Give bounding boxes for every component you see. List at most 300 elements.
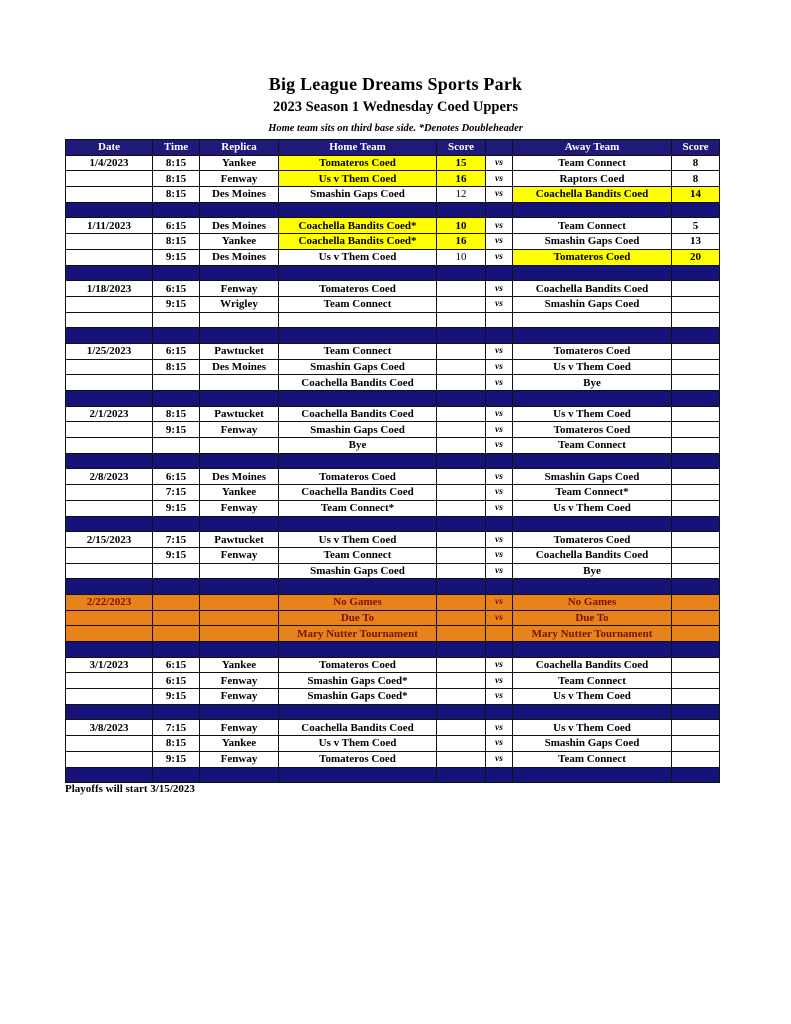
home-team-cell: Us v Them Coed [279,249,437,265]
replica-cell: Yankee [200,234,279,250]
separator-row [66,579,720,595]
page-title: Big League Dreams Sports Park [268,74,523,94]
separator-cell [672,516,720,532]
separator-cell [486,328,513,344]
replica-cell: Fenway [200,171,279,187]
away-team-cell: Us v Them Coed [513,720,672,736]
vs-cell: vs [486,485,513,501]
home-team-cell: Team Connect [279,296,437,312]
home-team-cell: Tomateros Coed [279,657,437,673]
separator-cell [513,202,672,218]
game-row [66,736,720,752]
footer-note: Playoffs will start 3/15/2023 [65,783,195,795]
vs-cell: vs [486,296,513,312]
home-score-cell: 15 [437,155,486,171]
separator-cell [66,202,153,218]
away-team-cell: Raptors Coed [513,171,672,187]
time-cell: 9:15 [153,422,200,438]
vs-cell: vs [486,469,513,485]
vs-cell: vs [486,563,513,579]
game-row [66,296,720,312]
schedule-note: Home team sits on third base side. *Denotes Doubleheader [268,123,523,134]
separator-cell [486,704,513,720]
away-team-cell: Due To [513,610,672,626]
away-team-cell: Smashin Gaps Coed [513,736,672,752]
separator-row [66,391,720,407]
separator-cell [200,202,279,218]
away-score-cell: 8 [672,155,720,171]
separator-cell [66,265,153,281]
home-score-cell: 16 [437,234,486,250]
home-team-cell: No Games [279,594,437,610]
time-cell: 9:15 [153,500,200,516]
home-team-cell: Team Connect* [279,500,437,516]
home-team-cell: Coachella Bandits Coed [279,720,437,736]
home-team-cell: Mary Nutter Tournament [279,626,437,642]
date-cell [66,171,153,187]
home-score-cell [437,422,486,438]
away-team-cell: No Games [513,594,672,610]
date-cell [66,359,153,375]
date-cell: 1/11/2023 [66,218,153,234]
separator-cell [279,391,437,407]
away-team-cell: Us v Them Coed [513,406,672,422]
separator-row [66,202,720,218]
separator-cell [66,767,153,783]
schedule-body [66,155,720,783]
time-cell: 6:15 [153,281,200,297]
separator-cell [200,767,279,783]
away-score-cell [672,689,720,705]
away-team-cell: Us v Them Coed [513,689,672,705]
date-cell [66,438,153,454]
header-date: Date [66,140,153,156]
separator-cell [437,391,486,407]
game-row [66,563,720,579]
game-row [66,218,720,234]
header-time: Time [153,140,200,156]
separator-cell [66,516,153,532]
away-score-cell [672,594,720,610]
separator-cell [153,516,200,532]
date-cell: 2/22/2023 [66,594,153,610]
time-cell: 9:15 [153,249,200,265]
vs-cell: vs [486,375,513,391]
away-team-cell: Mary Nutter Tournament [513,626,672,642]
game-row [66,422,720,438]
away-score-cell: 14 [672,187,720,203]
away-team-cell: Us v Them Coed [513,359,672,375]
replica-cell: Fenway [200,720,279,736]
date-cell [66,296,153,312]
home-team-cell: Tomateros Coed [279,751,437,767]
separator-cell [486,265,513,281]
away-score-cell [672,485,720,501]
separator-cell [672,453,720,469]
game-row [66,532,720,548]
replica-cell: Pawtucket [200,406,279,422]
home-score-cell [437,626,486,642]
replica-cell: Yankee [200,155,279,171]
game-row [66,469,720,485]
time-cell [153,610,200,626]
home-score-cell [437,532,486,548]
away-score-cell [672,375,720,391]
separator-cell [153,391,200,407]
away-score-cell: 13 [672,234,720,250]
away-team-cell: Us v Them Coed [513,500,672,516]
home-score-cell [437,500,486,516]
away-team-cell [513,312,672,328]
replica-cell: Des Moines [200,469,279,485]
away-team-cell: Team Connect [513,751,672,767]
away-score-cell [672,296,720,312]
away-team-cell: Coachella Bandits Coed [513,547,672,563]
replica-cell: Fenway [200,500,279,516]
replica-cell: Des Moines [200,249,279,265]
vs-cell: vs [486,155,513,171]
replica-cell: Des Moines [200,218,279,234]
time-cell: 8:15 [153,234,200,250]
separator-row [66,767,720,783]
date-cell: 3/8/2023 [66,720,153,736]
cancelled-row [66,594,720,610]
schedule-table [65,139,720,783]
separator-cell [513,642,672,658]
home-team-cell: Smashin Gaps Coed [279,187,437,203]
separator-cell [672,265,720,281]
separator-cell [279,704,437,720]
away-score-cell [672,422,720,438]
date-cell [66,187,153,203]
date-cell [66,736,153,752]
replica-cell [200,438,279,454]
separator-cell [672,202,720,218]
away-score-cell [672,469,720,485]
separator-cell [153,642,200,658]
date-cell: 1/25/2023 [66,343,153,359]
home-team-cell: Smashin Gaps Coed [279,359,437,375]
time-cell: 6:15 [153,469,200,485]
separator-cell [672,642,720,658]
time-cell: 6:15 [153,673,200,689]
separator-cell [437,265,486,281]
replica-cell: Fenway [200,547,279,563]
separator-cell [513,767,672,783]
time-cell: 8:15 [153,171,200,187]
separator-cell [672,704,720,720]
separator-cell [200,516,279,532]
separator-cell [437,579,486,595]
time-cell: 9:15 [153,751,200,767]
separator-cell [486,642,513,658]
separator-cell [437,704,486,720]
separator-row [66,642,720,658]
vs-cell: vs [486,547,513,563]
away-score-cell [672,438,720,454]
away-score-cell: 20 [672,249,720,265]
vs-cell: vs [486,281,513,297]
time-cell [153,563,200,579]
away-team-cell: Coachella Bandits Coed [513,187,672,203]
separator-row [66,516,720,532]
home-team-cell: Coachella Bandits Coed* [279,234,437,250]
date-cell [66,234,153,250]
separator-row [66,328,720,344]
away-team-cell: Tomateros Coed [513,343,672,359]
date-cell [66,626,153,642]
away-score-cell [672,673,720,689]
separator-cell [437,328,486,344]
separator-cell [437,453,486,469]
separator-cell [153,767,200,783]
away-team-cell: Coachella Bandits Coed [513,657,672,673]
away-score-cell [672,657,720,673]
away-score-cell: 8 [672,171,720,187]
away-team-cell: Team Connect [513,218,672,234]
separator-cell [672,391,720,407]
away-team-cell: Bye [513,563,672,579]
separator-cell [200,453,279,469]
vs-cell: vs [486,720,513,736]
home-score-cell [437,673,486,689]
away-team-cell: Team Connect [513,673,672,689]
separator-cell [66,328,153,344]
separator-row [66,453,720,469]
time-cell: 9:15 [153,296,200,312]
vs-cell: vs [486,500,513,516]
separator-cell [513,391,672,407]
game-row [66,312,720,328]
replica-cell: Wrigley [200,296,279,312]
home-score-cell [437,469,486,485]
time-cell: 7:15 [153,485,200,501]
header-row [66,140,720,156]
home-team-cell: Smashin Gaps Coed* [279,689,437,705]
vs-cell: vs [486,406,513,422]
home-team-cell: Due To [279,610,437,626]
home-score-cell [437,736,486,752]
vs-cell: vs [486,343,513,359]
game-row [66,547,720,563]
date-cell [66,751,153,767]
home-score-cell: 10 [437,218,486,234]
separator-cell [279,642,437,658]
separator-cell [513,265,672,281]
date-cell: 2/8/2023 [66,469,153,485]
time-cell: 7:15 [153,532,200,548]
game-row [66,500,720,516]
separator-cell [672,767,720,783]
date-cell [66,673,153,689]
vs-cell: vs [486,438,513,454]
separator-cell [279,579,437,595]
vs-cell: vs [486,689,513,705]
time-cell: 7:15 [153,720,200,736]
home-score-cell [437,485,486,501]
date-cell [66,422,153,438]
replica-cell [200,312,279,328]
game-row [66,234,720,250]
header-replica: Replica [200,140,279,156]
separator-row [66,265,720,281]
game-row [66,249,720,265]
home-team-cell: Smashin Gaps Coed* [279,673,437,689]
vs-cell: vs [486,532,513,548]
date-cell [66,249,153,265]
header-away-team: Away Team [513,140,672,156]
away-team-cell: Bye [513,375,672,391]
separator-cell [672,328,720,344]
time-cell: 8:15 [153,406,200,422]
date-cell: 2/15/2023 [66,532,153,548]
date-cell: 3/1/2023 [66,657,153,673]
home-score-cell: 10 [437,249,486,265]
separator-cell [153,328,200,344]
home-score-cell: 12 [437,187,486,203]
game-row [66,689,720,705]
vs-cell: vs [486,751,513,767]
separator-cell [513,328,672,344]
replica-cell [200,594,279,610]
replica-cell: Yankee [200,736,279,752]
away-score-cell [672,359,720,375]
time-cell: 9:15 [153,689,200,705]
time-cell [153,312,200,328]
vs-cell: vs [486,736,513,752]
game-row [66,485,720,501]
away-team-cell: Team Connect [513,155,672,171]
separator-cell [513,453,672,469]
separator-cell [200,704,279,720]
home-team-cell: Us v Them Coed [279,736,437,752]
separator-cell [279,516,437,532]
separator-cell [153,202,200,218]
separator-cell [153,453,200,469]
separator-cell [486,579,513,595]
away-score-cell [672,406,720,422]
date-cell [66,689,153,705]
home-team-cell: Coachella Bandits Coed [279,485,437,501]
separator-cell [153,704,200,720]
replica-cell: Fenway [200,422,279,438]
home-score-cell [437,657,486,673]
home-score-cell [437,406,486,422]
time-cell [153,626,200,642]
separator-cell [200,579,279,595]
away-team-cell: Tomateros Coed [513,249,672,265]
separator-cell [279,202,437,218]
time-cell [153,375,200,391]
away-score-cell [672,281,720,297]
separator-cell [486,202,513,218]
home-score-cell [437,610,486,626]
separator-cell [486,516,513,532]
home-score-cell [437,359,486,375]
header-vs [486,140,513,156]
home-score-cell [437,563,486,579]
away-score-cell [672,751,720,767]
separator-cell [672,579,720,595]
vs-cell: vs [486,218,513,234]
separator-cell [437,767,486,783]
header-away-score: Score [672,140,720,156]
separator-cell [66,391,153,407]
away-score-cell [672,736,720,752]
home-score-cell [437,343,486,359]
game-row [66,673,720,689]
vs-cell: vs [486,171,513,187]
away-score-cell [672,720,720,736]
time-cell: 8:15 [153,187,200,203]
away-team-cell: Tomateros Coed [513,422,672,438]
replica-cell [200,563,279,579]
home-score-cell [437,689,486,705]
header-home-score: Score [437,140,486,156]
time-cell: 9:15 [153,547,200,563]
date-cell [66,610,153,626]
home-score-cell [437,751,486,767]
separator-cell [200,328,279,344]
home-score-cell [437,594,486,610]
game-row [66,720,720,736]
home-team-cell: Us v Them Coed [279,171,437,187]
home-score-cell [437,375,486,391]
away-score-cell [672,312,720,328]
time-cell: 6:15 [153,218,200,234]
away-score-cell [672,610,720,626]
separator-cell [513,579,672,595]
separator-cell [486,391,513,407]
away-score-cell [672,563,720,579]
home-team-cell: Bye [279,438,437,454]
home-team-cell: Coachella Bandits Coed* [279,218,437,234]
page-subtitle: 2023 Season 1 Wednesday Coed Uppers [272,99,519,115]
replica-cell: Des Moines [200,359,279,375]
replica-cell: Fenway [200,673,279,689]
game-row [66,359,720,375]
vs-cell: vs [486,249,513,265]
separator-cell [279,453,437,469]
away-team-cell: Coachella Bandits Coed [513,281,672,297]
home-score-cell [437,547,486,563]
away-score-cell [672,532,720,548]
game-row [66,375,720,391]
replica-cell: Fenway [200,689,279,705]
vs-cell: vs [486,657,513,673]
replica-cell: Yankee [200,657,279,673]
game-row [66,751,720,767]
replica-cell: Des Moines [200,187,279,203]
game-row [66,343,720,359]
cancelled-row [66,610,720,626]
away-team-cell: Team Connect* [513,485,672,501]
home-score-cell [437,296,486,312]
replica-cell: Pawtucket [200,532,279,548]
away-score-cell: 5 [672,218,720,234]
away-team-cell: Smashin Gaps Coed [513,234,672,250]
time-cell: 8:15 [153,736,200,752]
home-team-cell: Smashin Gaps Coed [279,422,437,438]
home-score-cell: 16 [437,171,486,187]
game-row [66,438,720,454]
time-cell [153,438,200,454]
vs-cell [486,312,513,328]
separator-cell [279,328,437,344]
vs-cell [486,626,513,642]
date-cell [66,500,153,516]
game-row [66,281,720,297]
